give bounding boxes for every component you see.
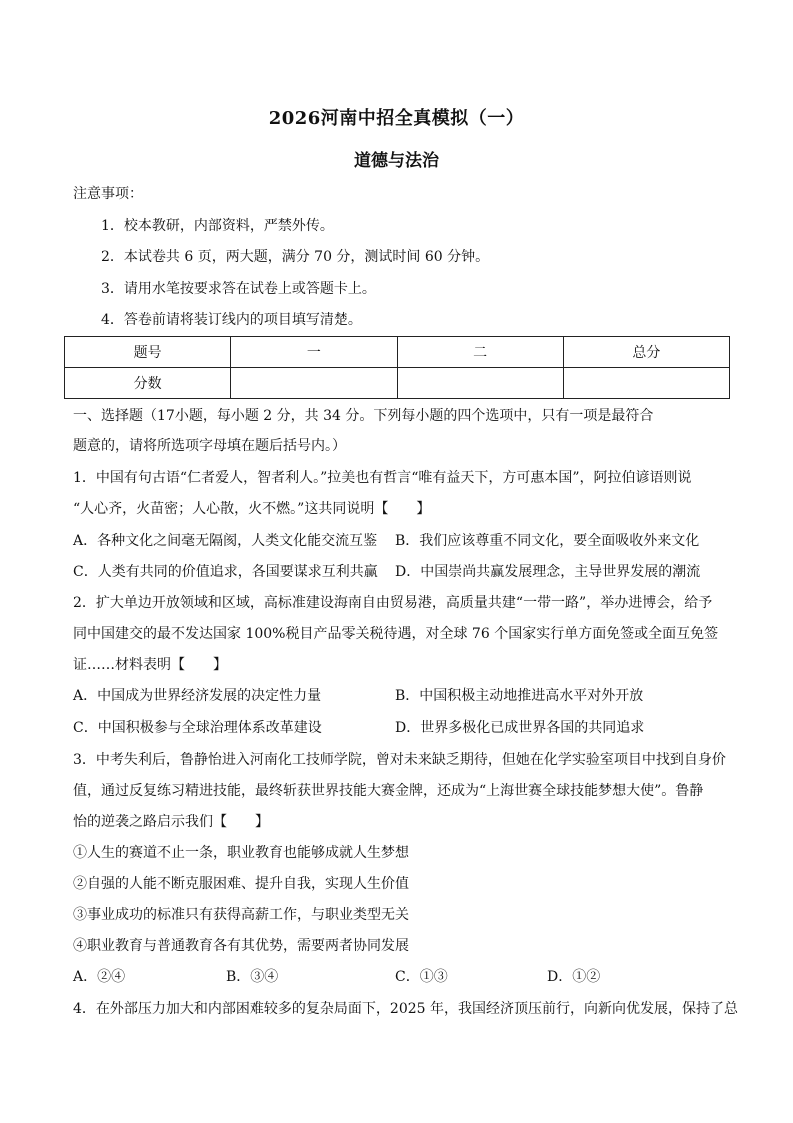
question-2-option-a: A．中国成为世界经济发展的决定性力量 (73, 688, 322, 704)
section-heading: 题意的，请将所选项字母填在题后括号内。） (73, 438, 346, 454)
question-2-option-b: B．中国积极主动地推进高水平对外开放 (395, 688, 644, 704)
question-2-text: 2．扩大单边开放领域和区域，高标准建设海南自由贸易港，高质量共建“一带一路”，举办进博会，给予 (73, 595, 713, 611)
notice-item: 4．答卷前请将装订线内的项目填写清楚。 (101, 312, 362, 328)
question-2-option-d: D．世界多极化已成世界各国的共同追求 (395, 720, 645, 736)
score-header-cell: 总分 (563, 337, 729, 368)
question-2-text: 同中国建交的最不发达国家 100%税目产品零关税待遇，对全球 76 个国家实行单方面免签或全面互免签 (73, 626, 719, 642)
question-3-option-a: A．②④ (73, 969, 126, 985)
notice-item: 3．请用水笔按要求答在试卷上或答题卡上。 (101, 281, 376, 297)
score-table (64, 336, 730, 399)
score-cell[interactable] (397, 368, 563, 399)
score-table-header-row (65, 337, 730, 368)
notice-heading: 注意事项： (73, 186, 143, 202)
score-cell[interactable] (563, 368, 729, 399)
score-cell[interactable] (231, 368, 397, 399)
question-2-text: 证……材料表明【 】 (73, 657, 227, 673)
question-4-text: 4．在外部压力加大和内部困难较多的复杂局面下，2025 年，我国经济顶压前行，向新向优发展，保持了总 (73, 1001, 738, 1017)
question-1-option-b: B．我们应该尊重不同文化，要全面吸收外来文化 (395, 533, 700, 549)
question-1-text: “人心齐，火苗密；人心散，火不燃。”这共同说明【 】 (73, 501, 431, 517)
question-3-item: ④职业教育与普通教育各有其优势，需要两者协同发展 (73, 938, 409, 954)
question-3-option-c: C．①③ (395, 969, 448, 985)
score-header-cell: 一 (231, 337, 397, 368)
score-table-score-row (65, 368, 730, 399)
question-3-option-b: B．③④ (226, 969, 279, 985)
question-1-option-c: C．人类有共同的价值追求，各国要谋求互利共赢 (73, 564, 378, 580)
question-3-text: 值，通过反复练习精进技能，最终斩获世界技能大赛金牌，还成为“上海世赛全球技能梦想大使”。鲁静 (73, 783, 704, 799)
question-3-item: ②自强的人能不断克服困难、提升自我，实现人生价值 (73, 876, 409, 892)
section-heading: 一、选择题（17小题，每小题 2 分，共 34 分。下列每小题的四个选项中，只有一项是最符合 (73, 408, 654, 424)
question-3-item: ①人生的赛道不止一条，职业教育也能够成就人生梦想 (73, 845, 409, 861)
score-header-cell: 题号 (65, 337, 231, 368)
exam-title: 2026河南中招全真模拟（一） (268, 108, 525, 129)
question-3-option-d: D．①② (547, 969, 601, 985)
question-1-text: 1．中国有句古语“仁者爱人，智者利人。”拉美也有哲言“唯有益天下，方可惠本国”，阿拉伯谚语则说 (73, 470, 692, 486)
question-1-option-a: A．各种文化之间毫无隔阂，人类文化能交流互鉴 (73, 533, 378, 549)
subject-title: 道德与法治 (354, 151, 439, 171)
score-header-cell: 二 (397, 337, 563, 368)
question-3-text: 怡的逆袭之路启示我们【 】 (73, 814, 269, 830)
question-3-text: 3．中考失利后，鲁静怡进入河南化工技师学院，曾对未来缺乏期待，但她在化学实验室项目中找到自身价 (73, 752, 726, 768)
notice-item: 2．本试卷共 6 页，两大题，满分 70 分，测试时间 60 分钟。 (101, 249, 490, 265)
question-2-option-c: C．中国积极参与全球治理体系改革建设 (73, 720, 322, 736)
question-3-item: ③事业成功的标准只有获得高薪工作，与职业类型无关 (73, 907, 409, 923)
question-1-option-d: D．中国崇尚共赢发展理念，主导世界发展的潮流 (395, 564, 701, 580)
notice-item: 1．校本教研，内部资料，严禁外传。 (101, 218, 334, 234)
score-row-label: 分数 (65, 368, 231, 399)
